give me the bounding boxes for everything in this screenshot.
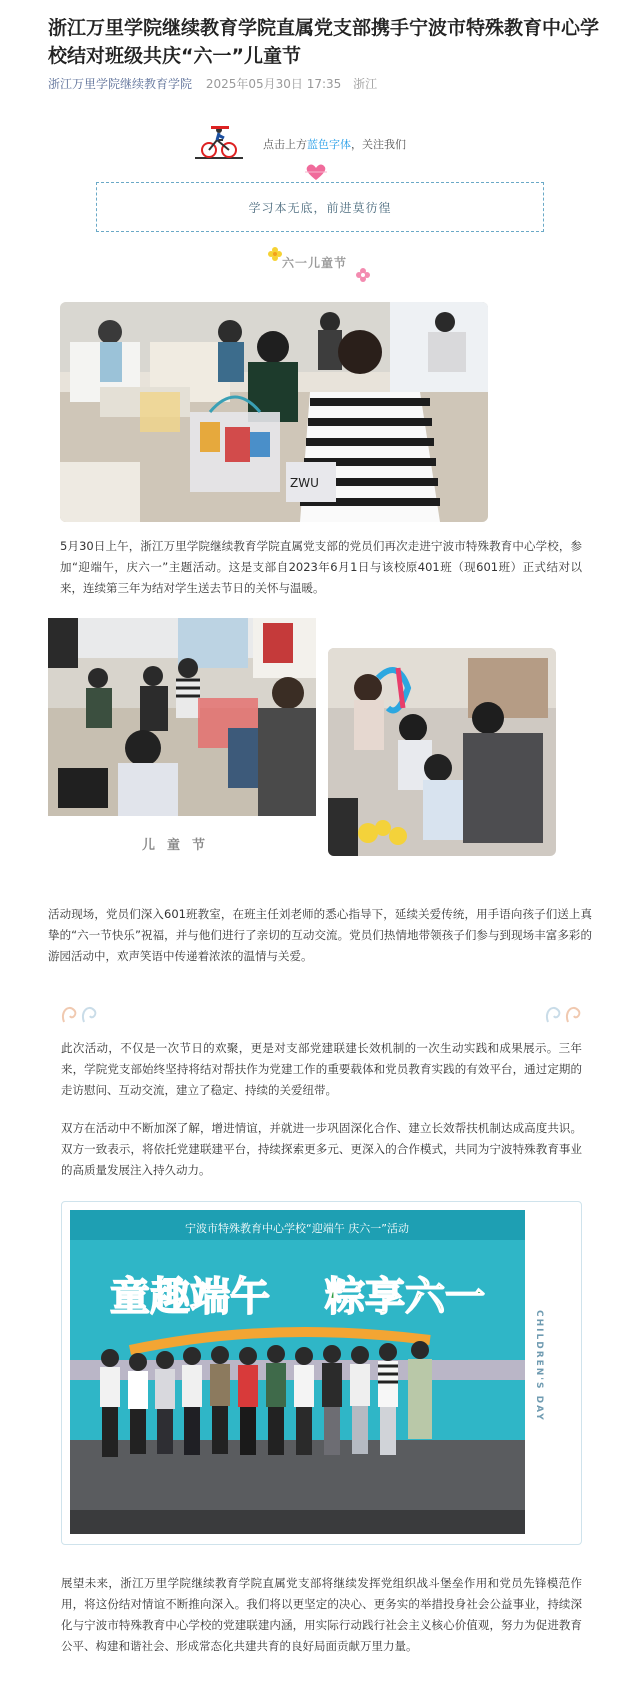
paragraph-cooperation: 双方在活动中不断加深了解，增进情谊，并就进一步巩固深化合作、建立长效帮扶机制达成高度共识。双方一致表示，将依托党建联建平台，持续探索更多元、更深入的合作模式，共同为宁波特殊教育事业的高质量发展注入持久动力。: [61, 1121, 582, 1177]
poster-slogan-left: 童趣端午: [110, 1274, 270, 1320]
heart-icon: [305, 163, 327, 181]
publish-location: 浙江: [353, 77, 378, 91]
poster-header: 宁波市特殊教育中心学校“迎端午 庆六一”活动: [185, 1222, 409, 1235]
publish-date: 2025年05月30日 17:35: [205, 77, 342, 91]
pink-flower-icon: [356, 268, 370, 282]
swirl-decoration-right-icon: [542, 1000, 590, 1028]
cyclist-icon: [195, 124, 243, 164]
group-poster-photo: [70, 1210, 525, 1534]
swirl-decoration-left-icon: [58, 1000, 106, 1028]
photo-caption: 儿童节: [142, 838, 218, 853]
paragraph-significance: 此次活动，不仅是一次节日的欢聚，更是对支部党建联建长效机制的一次生动实践和成果展示。三年来，学院党支部始终坚持将结对帮扶作为党建工作的重要载体和党员教育实践的有效平台，通过定期的走访慰问、互动交流，建立了稳定、持续的关爱纽带。: [61, 1041, 582, 1097]
shirt-logo-text: ZWU: [290, 476, 319, 490]
festival-heading: [270, 254, 347, 271]
childrens-day-tag: CHILDREN'S DAY: [534, 1310, 544, 1422]
paragraph-outlook: 展望未来，浙江万里学院继续教育学院直属党支部将继续发挥党组织战斗堡垒作用和党员先锋模范作用，将这份结对情谊不断推向深入。我们将以更坚定的决心、更务实的举措投身社会公益事业，持续深化与宁波市特殊教育中心学校的党建联建内涵，用实际行动践行社会主义核心价值观，努力为促进教育公平、构建和谐社会、形成常态化共建共育的良好局面贡献万里力量。: [61, 1576, 582, 1653]
paragraph-intro: 5月30日上午，浙江万里学院继续教育学院直属党支部的党员们再次走进宁波市特殊教育中心学校，参加“迎端午，庆六一”主题活动。这是支部自2023年6月1日与该校原401班（现601班）正式结对以来，连续第三年为结对学生送去节日的关怀与温暖。: [60, 539, 582, 595]
follow-banner: [195, 124, 406, 164]
blue-text-link[interactable]: 蓝色字体: [307, 138, 351, 151]
activity-photo-left: [48, 618, 316, 816]
article-meta: [48, 75, 385, 92]
article-title: 浙江万里学院继续教育学院直属党支部携手宁波市特殊教育中心学校结对班级共庆“六一”儿童节: [48, 17, 600, 67]
festival-label: 六一儿童节: [282, 256, 348, 270]
poster-slogan-right: 粽享六一: [325, 1274, 485, 1320]
author-link[interactable]: 浙江万里学院继续教育学院: [48, 77, 193, 91]
classroom-photo-main: [60, 302, 488, 522]
activity-photo-right: [328, 648, 556, 856]
paragraph-activity: 活动现场，党员们深入601班教室，在班主任刘老师的悉心指导下，延续关爱传统，用手语向孩子们送上真挚的“六一节快乐”祝福，并与他们进行了亲切的互动交流。党员们热情地带领孩子们参与到现场丰富多彩的游园活动中，欢声笑语中传递着浓浓的温情与关爱。: [48, 907, 592, 963]
follow-prompt: 点击上方蓝色字体，关注我们: [263, 138, 406, 151]
motto-box: 学习本无底，前进莫彷徨: [96, 182, 544, 232]
